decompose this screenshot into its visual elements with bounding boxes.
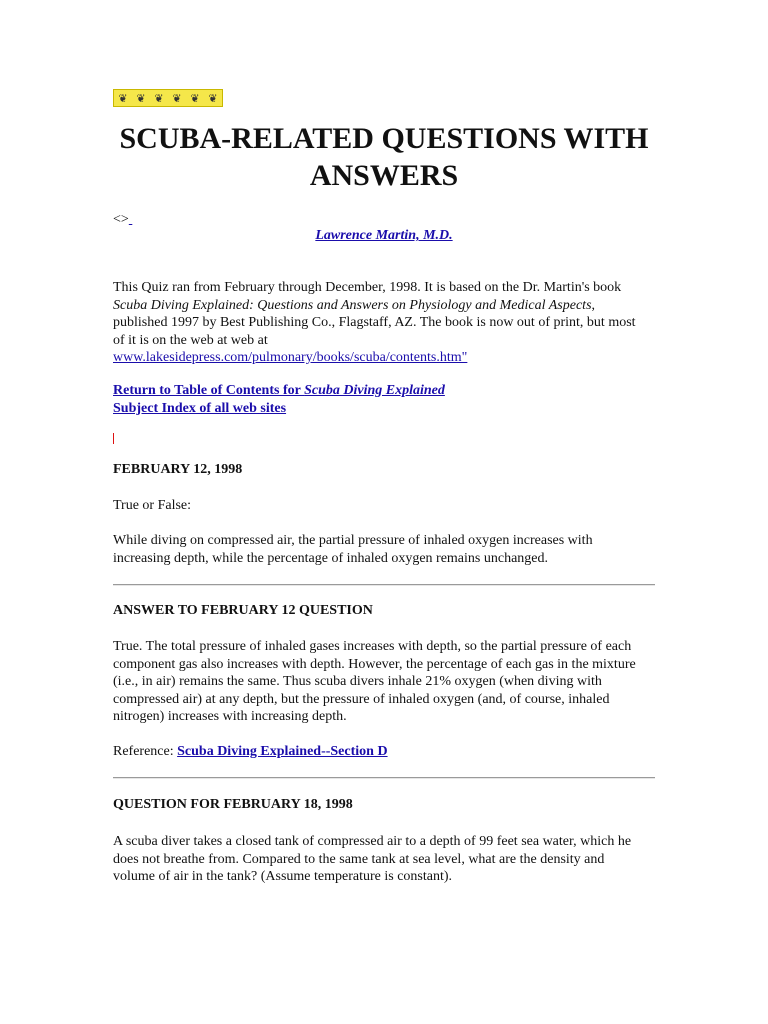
subject-index-link[interactable]: Subject Index of all web sites: [113, 400, 287, 416]
toc-link-prefix: Return to Table of Contents for: [113, 383, 305, 398]
broken-image-marker: [113, 433, 114, 444]
ornament-icon: ❦: [136, 91, 146, 105]
section-divider: [113, 777, 655, 779]
q1-question: While diving on compressed air, the partial pressure of inhaled oxygen increases with increasing depth, while the percentage of inhaled oxygen remains unchanged.: [113, 533, 593, 566]
anchor-link[interactable]: [129, 212, 133, 227]
scuba-contents-url-link[interactable]: www.lakesidepress.com/pulmonary/books/scuba/contents.htm": [113, 350, 468, 365]
author-link[interactable]: Lawrence Martin, M.D.: [315, 228, 453, 243]
reference-link[interactable]: Scuba Diving Explained--Section D: [177, 744, 388, 759]
ornament-icon: ❦: [190, 91, 200, 105]
toc-link-book: Scuba Diving Explained: [304, 383, 445, 398]
toc-link[interactable]: [113, 383, 445, 398]
author-line: [113, 228, 655, 244]
anchor-text: <>: [113, 212, 129, 227]
ornament-icon: ❦: [118, 91, 128, 105]
intro-text-1: This Quiz ran from February through December, 1998. It is based on the Dr. Martin's book: [113, 280, 622, 295]
q1-type-label: True or False:: [113, 498, 192, 513]
q2-heading: QUESTION FOR FEBRUARY 18, 1998: [113, 797, 353, 812]
q1-date-heading: FEBRUARY 12, 1998: [113, 462, 243, 477]
section-divider: [113, 584, 655, 586]
ornament-icon: ❦: [208, 91, 218, 105]
ornament-icon: ❦: [172, 91, 182, 105]
a1-reference-line: [113, 743, 388, 761]
intro-text-2: , published 1997 by Best Publishing Co., Flagstaff, AZ. The book is now out of print, but most of it is on the web at web at: [113, 297, 636, 348]
decorative-logo-strip: [113, 89, 223, 107]
intro-paragraph: [113, 279, 645, 367]
reference-label: Reference:: [113, 744, 178, 759]
ornament-icon: ❦: [154, 91, 164, 105]
a1-heading: ANSWER TO FEBRUARY 12 QUESTION: [113, 603, 373, 618]
anchor-line: [113, 211, 132, 229]
book-title: Scuba Diving Explained: Questions and Answers on Physiology and Medical Aspects: [113, 297, 592, 313]
q2-question: A scuba diver takes a closed tank of compressed air to a depth of 99 feet sea water, which he does not breathe from. Compared to the same tank at sea level, what are the density and volume of air in the tank? (Assume temperature is constant).: [113, 834, 632, 884]
nav-links: [113, 382, 445, 417]
page-title: SCUBA-RELATED QUESTIONS WITH ANSWERS: [119, 122, 649, 192]
a1-answer: True. The total pressure of inhaled gases increases with depth, so the partial pressure of each component gas also increases with depth. However, the percentage of each gas in the mixture (i.e., in air) remains the same. Thus scuba divers inhale 21% oxygen (when diving with compressed air) at any depth, but the pressure of inhaled oxygen (and, of course, inhaled nitrogen) increases with increasing depth.: [113, 639, 636, 724]
